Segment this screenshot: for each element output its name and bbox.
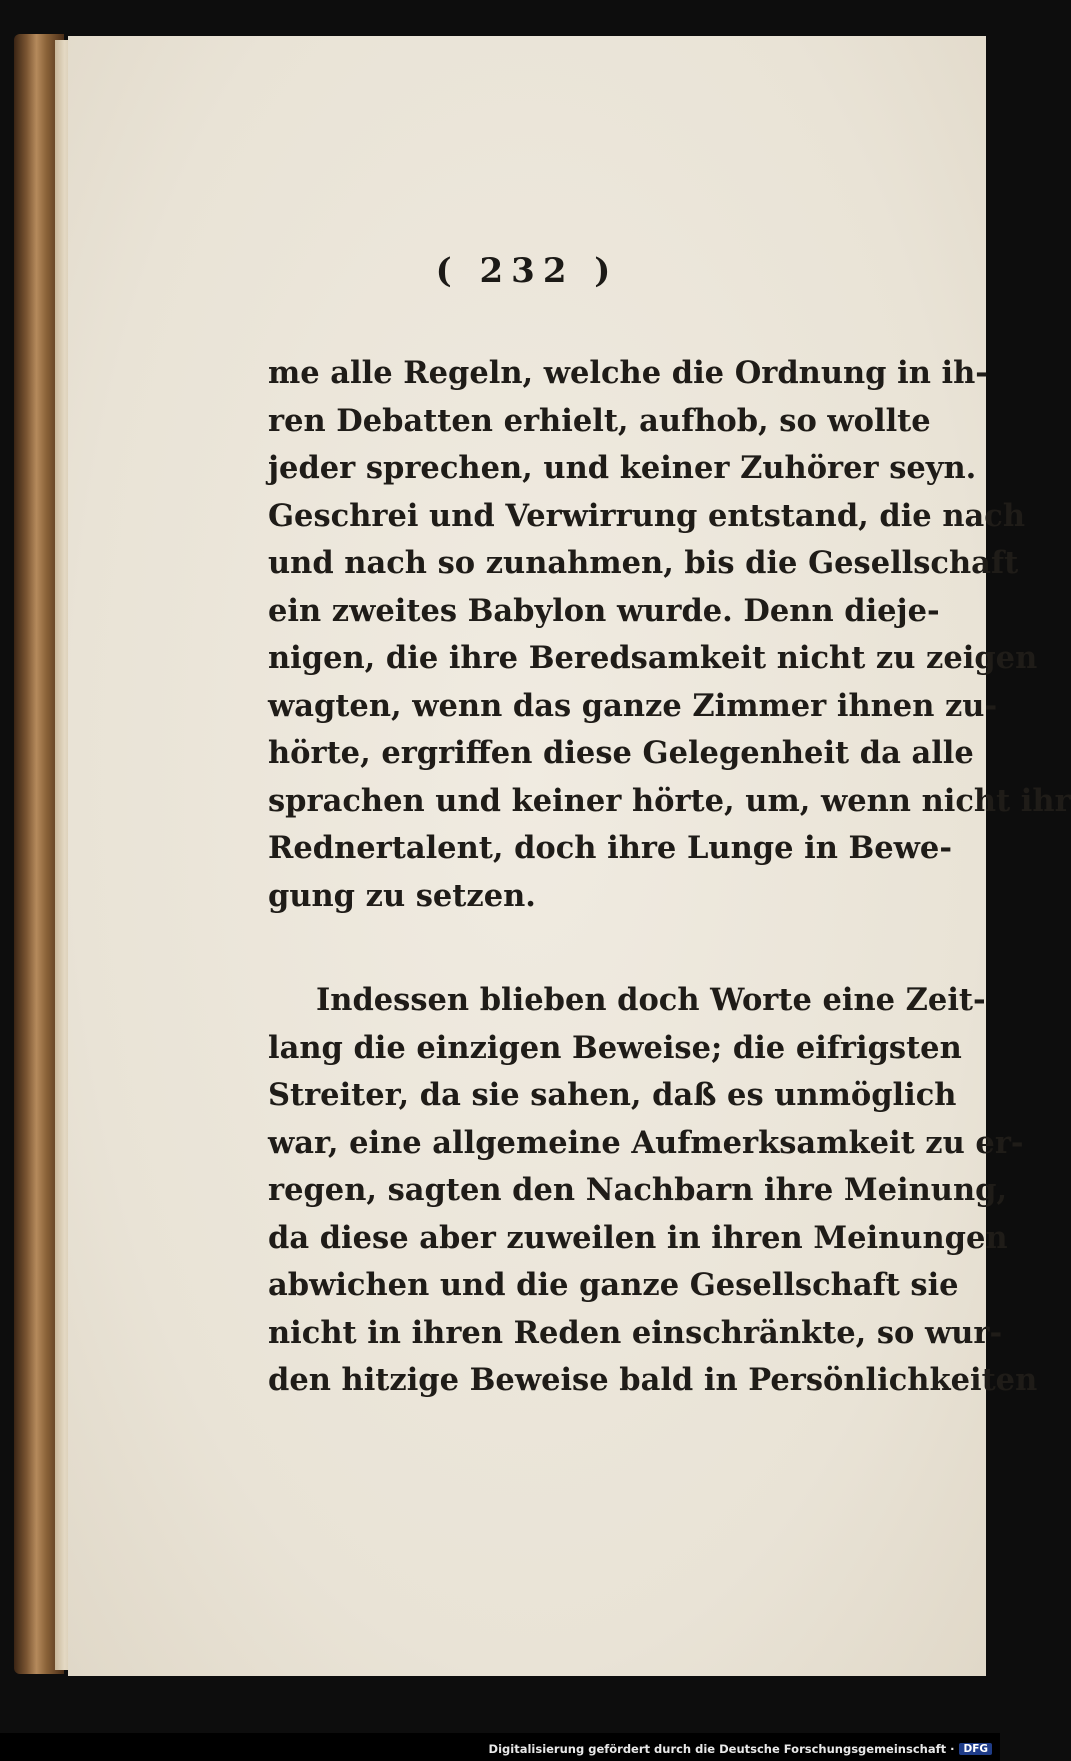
text-line: hörte, ergriffen diese Gelegenheit da alle <box>268 735 974 771</box>
paragraph-2 <box>268 977 1038 1405</box>
text-line: wagten, wenn das ganze Zimmer ihnen zu- <box>268 687 998 724</box>
text-line: den hitzige Beweise bald in Persönlichkeiten <box>268 1362 1038 1398</box>
credit-text: Digitalisierung gefördert durch die Deutsche Forschungsgemeinschaft · <box>488 1742 955 1756</box>
text-line: lang die einzigen Beweise; die eifrigsten <box>268 1029 962 1066</box>
text-line: jeder sprechen, und keiner Zuhörer seyn. <box>268 450 977 486</box>
text-line: Rednertalent, doch ihre Lunge in Bewe- <box>268 830 952 866</box>
text-line: Indessen blieben doch Worte eine Zeit- <box>316 982 986 1018</box>
text-line: abwichen und die ganze Gesellschaft sie <box>268 1267 959 1303</box>
text-line: me alle Regeln, welche die Ordnung in ih- <box>268 355 988 391</box>
text-line: nicht in ihren Reden einschränkte, so wur- <box>268 1314 1003 1351</box>
text-line: war, eine allgemeine Aufmerksamkeit zu er- <box>268 1124 1024 1161</box>
page-number: ( 232 ) <box>435 251 619 291</box>
text-line: sprachen und keiner hörte, um, wenn nicht ihr <box>268 782 1071 819</box>
book-page <box>68 36 1071 1676</box>
text-line: nigen, die ihre Beredsamkeit nicht zu zeigen <box>268 640 1038 676</box>
text-line: Geschrei und Verwirrung entstand, die nach <box>268 497 1026 534</box>
text-line: Streiter, da sie sahen, daß es unmöglich <box>268 1077 957 1113</box>
text-line: und nach so zunahmen, bis die Gesellschaft <box>268 545 1019 581</box>
dfg-logo: DFG <box>959 1743 992 1755</box>
text-line: ren Debatten erhielt, aufhob, so wollte <box>268 402 931 439</box>
text-line: gung zu setzen. <box>268 877 536 914</box>
paragraph-1 <box>268 350 1071 920</box>
text-line: ein zweites Babylon wurde. Denn dieje- <box>268 592 940 629</box>
digitization-credit <box>489 1742 992 1756</box>
footer-bar <box>0 1733 1000 1761</box>
text-line: da diese aber zuweilen in ihren Meinungen <box>268 1219 1008 1256</box>
text-line: regen, sagten den Nachbarn ihre Meinung, <box>268 1172 1008 1208</box>
